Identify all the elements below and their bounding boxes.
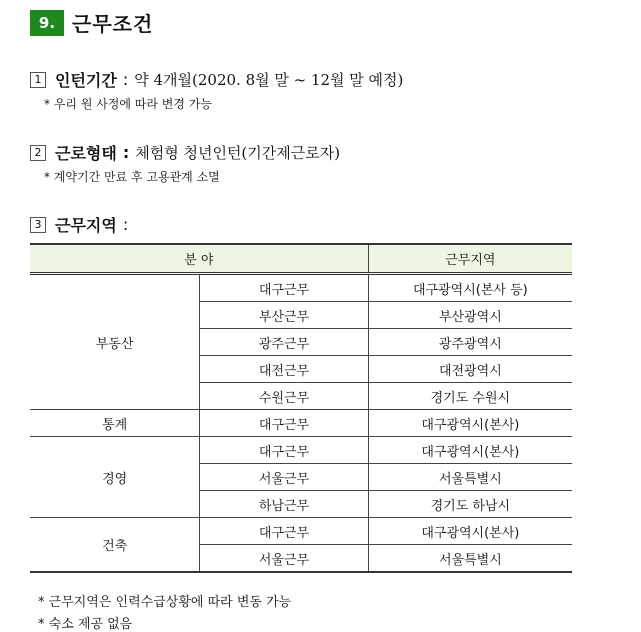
internship-period bbox=[30, 68, 403, 91]
office-cell: 대구근무 bbox=[200, 518, 368, 545]
table-row bbox=[30, 410, 572, 437]
section-title: 근무조건 bbox=[72, 12, 154, 36]
header-region: 근무지역 bbox=[368, 244, 572, 274]
table-row bbox=[30, 274, 572, 302]
item-colon: : bbox=[122, 70, 129, 89]
footnote: * 근무지역은 인력수급상황에 따라 변동 가능 bbox=[38, 595, 292, 610]
field-cell: 통계 bbox=[30, 410, 200, 437]
item-value: 약 4개월(2020. 8월 말 ~ 12월 말 예정) bbox=[134, 71, 404, 89]
office-cell: 대구근무 bbox=[200, 410, 368, 437]
office-cell: 서울근무 bbox=[200, 545, 368, 573]
item-label: 인턴기간 bbox=[55, 71, 117, 90]
field-cell: 건축 bbox=[30, 518, 200, 573]
office-cell: 부산근무 bbox=[200, 302, 368, 329]
item-value: 체험형 청년인턴(기간제근로자) bbox=[135, 144, 341, 162]
region-cell: 대전광역시 bbox=[368, 356, 572, 383]
office-cell: 수원근무 bbox=[200, 383, 368, 410]
office-cell: 광주근무 bbox=[200, 329, 368, 356]
region-cell: 대구광역시(본사 등) bbox=[368, 274, 572, 302]
region-cell: 대구광역시(본사) bbox=[368, 410, 572, 437]
field-cell: 경영 bbox=[30, 437, 200, 518]
header-field: 분 야 bbox=[30, 244, 368, 274]
table-row bbox=[30, 437, 572, 464]
item-label: 근무지역 bbox=[55, 216, 117, 235]
work-location-table bbox=[30, 243, 572, 573]
employment-type bbox=[30, 141, 340, 164]
region-cell: 서울특별시 bbox=[368, 545, 572, 573]
item-number: 1 bbox=[30, 72, 46, 88]
region-cell: 경기도 수원시 bbox=[368, 383, 572, 410]
region-cell: 서울특별시 bbox=[368, 464, 572, 491]
section-header bbox=[30, 8, 153, 37]
office-cell: 대전근무 bbox=[200, 356, 368, 383]
region-cell: 광주광역시 bbox=[368, 329, 572, 356]
region-cell: 부산광역시 bbox=[368, 302, 572, 329]
item-number: 2 bbox=[30, 145, 46, 161]
office-cell: 하남근무 bbox=[200, 491, 368, 518]
footnote: * 숙소 제공 없음 bbox=[38, 617, 133, 632]
field-cell: 부동산 bbox=[30, 274, 200, 410]
item-note: * 계약기간 만료 후 고용관계 소멸 bbox=[44, 170, 220, 184]
office-cell: 서울근무 bbox=[200, 464, 368, 491]
work-location bbox=[30, 213, 134, 236]
region-cell: 대구광역시(본사) bbox=[368, 518, 572, 545]
table-row bbox=[30, 518, 572, 545]
section-number-badge: 9. bbox=[30, 10, 64, 36]
region-cell: 경기도 하남시 bbox=[368, 491, 572, 518]
item-label: 근로형태 bbox=[55, 144, 117, 163]
item-number: 3 bbox=[30, 217, 46, 233]
region-cell: 대구광역시(본사) bbox=[368, 437, 572, 464]
item-colon: : bbox=[122, 143, 130, 162]
table-header-row bbox=[30, 244, 572, 274]
office-cell: 대구근무 bbox=[200, 437, 368, 464]
item-colon: : bbox=[122, 215, 129, 234]
office-cell: 대구근무 bbox=[200, 274, 368, 302]
item-note: * 우리 원 사정에 따라 변경 가능 bbox=[44, 97, 212, 111]
